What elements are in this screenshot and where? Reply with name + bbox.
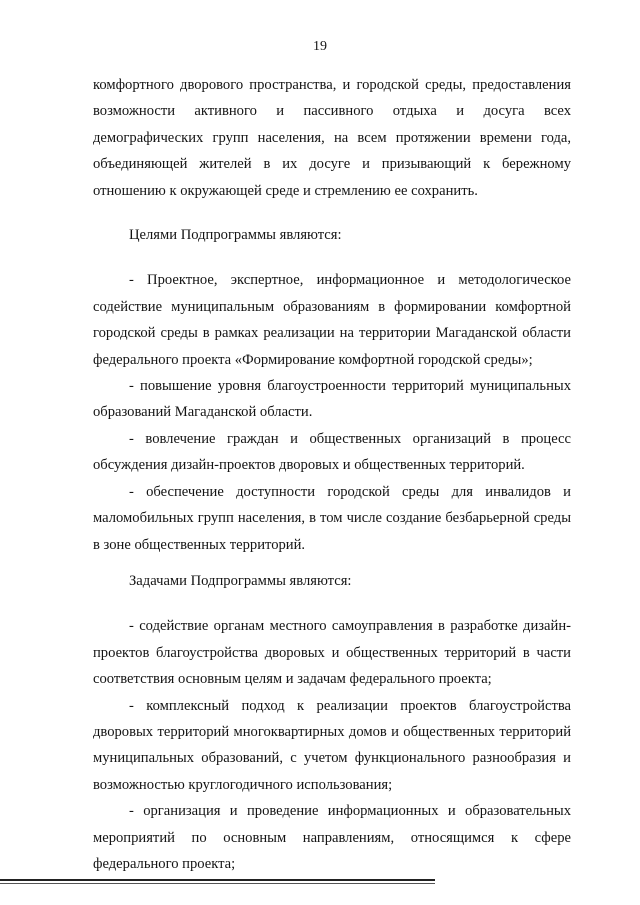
tasks-heading: Задачами Подпрограммы являются: [129, 572, 352, 589]
scan-edge-line [0, 879, 435, 881]
task-item-1: - содействие органам местного самоуправления в разработке дизайн-проектов благоустройства дворовых и общественных территорий в части соответствия основным целям и задачам федерального проекта; [93, 618, 571, 688]
goal-item-3: - вовлечение граждан и общественных организаций в процесс обсуждения дизайн-проектов дворовых и общественных территорий. [93, 430, 571, 474]
goal-item-1: - Проектное, экспертное, информационное и методологическое содействие муниципальным образованиям в формировании комфортной городской среды в рамках реализации на территории Магаданской области федерального проекта «Формирование комфортной городской среды»; [93, 272, 571, 368]
task-item-3: - организация и проведение информационных и образовательных мероприятий по основным направлениям, относящимся к сфере федерального проекта; [93, 803, 571, 872]
intro-paragraph: комфортного дворового пространства, и городской среды, предоставления возможности активного и пассивного отдыха и досуга всех демографических групп населения, на всем протяжении времени года, объединяющей жителей в их досуге и призывающий к бережному отношению к окружающей среде и стремлению ее сохранить. [93, 77, 571, 199]
scan-edge-line-secondary [0, 883, 435, 884]
page-body [93, 72, 571, 877]
goal-item-2: - повышение уровня благоустроенности территорий муниципальных образований Магаданской области. [93, 378, 571, 421]
page-number: 19 [313, 39, 327, 54]
goals-heading: Целями Подпрограммы являются: [129, 227, 342, 244]
goal-item-4: - обеспечение доступности городской среды для инвалидов и маломобильных групп населения, в том числе создание безбарьерной среды в зоне общественных территорий. [93, 483, 571, 553]
task-item-2: - комплексный подход к реализации проектов благоустройства дворовых территорий многоквартирных домов и общественных территорий муниципальных образований, с учетом функционального разнообразия и возможностью круглогодичного использования; [93, 697, 571, 793]
